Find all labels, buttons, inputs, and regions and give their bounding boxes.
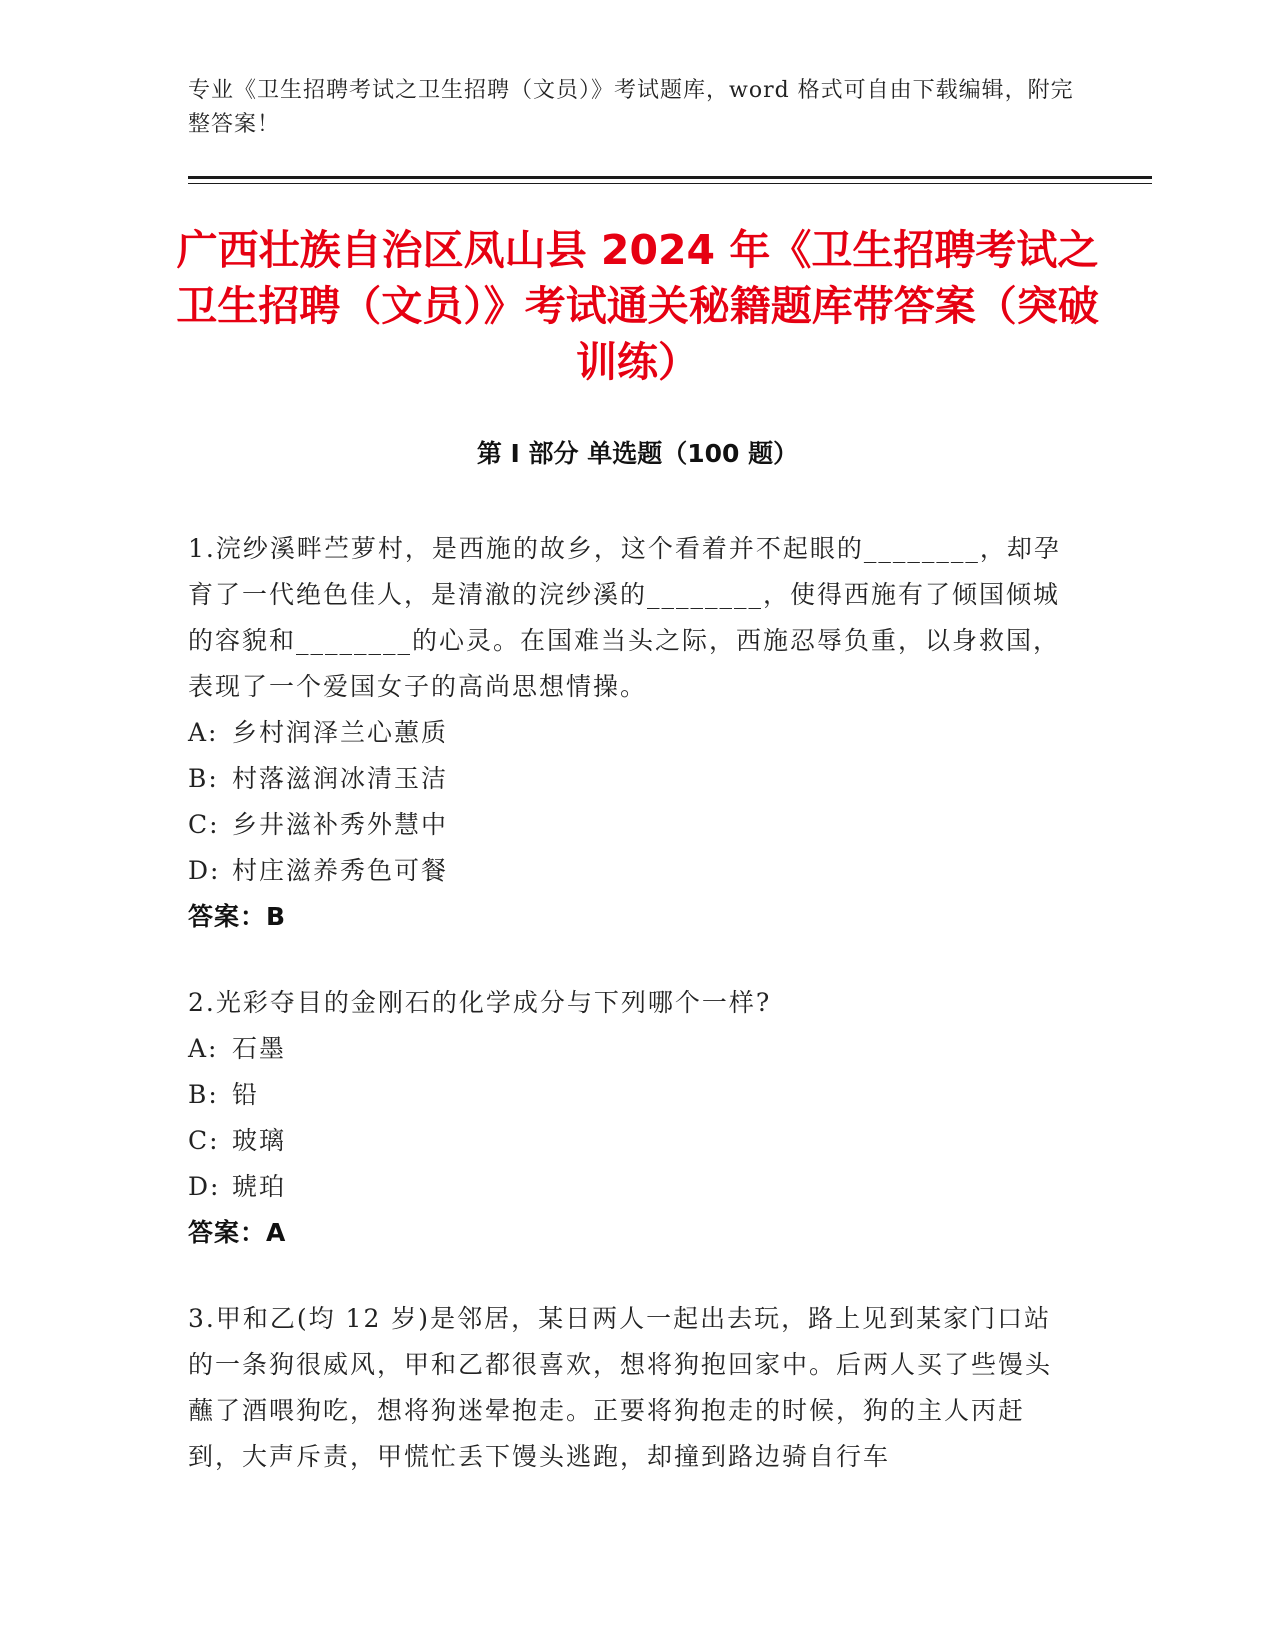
answer-line: 答案：A (188, 1218, 287, 1247)
question-text: 1.浣纱溪畔苎萝村，是西施的故乡，这个看着并不起眼的________，却孕育了一代绝色佳人，是清澈的浣纱溪的________，使得西施有了倾国倾城的容貌和________的心灵。在国难当头之际，西施忍辱负重，以身救国，表现了一个爱国女子的高尚思想情操。 (188, 534, 1061, 701)
header-divider-thick (188, 176, 1152, 179)
option-d (188, 848, 1068, 894)
option-letter: A: (188, 1034, 219, 1063)
option-letter: B: (188, 1080, 219, 1109)
section-heading: 第 I 部分 单选题（100 题） (476, 439, 799, 468)
option-d (188, 1164, 1068, 1210)
option-text: 村落滋润冰清玉洁 (232, 764, 449, 793)
option-text: 乡村润泽兰心蕙质 (232, 718, 449, 747)
question-3 (188, 1296, 1068, 1480)
answer-line: 答案：B (188, 902, 287, 931)
option-letter: C: (188, 1126, 220, 1155)
header-divider-thin (188, 183, 1152, 184)
option-text: 村庄滋养秀色可餐 (232, 856, 449, 885)
option-letter: D: (188, 856, 221, 885)
option-text: 石墨 (232, 1034, 287, 1063)
option-b (188, 1072, 1068, 1118)
option-letter: C: (188, 810, 220, 839)
option-text: 琥珀 (232, 1172, 287, 1201)
question-text: 2.光彩夺目的金刚石的化学成分与下列哪个一样? (188, 988, 772, 1017)
option-c (188, 802, 1068, 848)
question-text: 3.甲和乙(均 12 岁)是邻居，某日两人一起出去玩，路上见到某家门口站的一条狗很威风，甲和乙都很喜欢，想将狗抱回家中。后两人买了些馒头蘸了酒喂狗吃，想将狗迷晕抱走。正要将狗抱走的时候，狗的主人丙赶到，大声斥责，甲慌忙丢下馒头逃跑，却撞到路边骑自行车 (188, 1304, 1053, 1471)
option-letter: A: (188, 718, 219, 747)
option-text: 乡井滋补秀外慧中 (232, 810, 449, 839)
option-letter: D: (188, 1172, 221, 1201)
question-1 (188, 526, 1068, 940)
header-note: 专业《卫生招聘考试之卫生招聘（文员）》考试题库，word 格式可自由下载编辑，附完整答案！ (188, 78, 1074, 137)
option-b (188, 756, 1068, 802)
document-title: 广西壮族自治区凤山县 2024 年《卫生招聘考试之卫生招聘（文员）》考试通关秘籍题库带答案（突破训练） (176, 226, 1099, 386)
option-text: 铅 (232, 1080, 260, 1109)
option-letter: B: (188, 764, 219, 793)
option-c (188, 1118, 1068, 1164)
question-2 (188, 980, 1068, 1256)
option-text: 玻璃 (232, 1126, 287, 1155)
option-a (188, 710, 1068, 756)
option-a (188, 1026, 1068, 1072)
